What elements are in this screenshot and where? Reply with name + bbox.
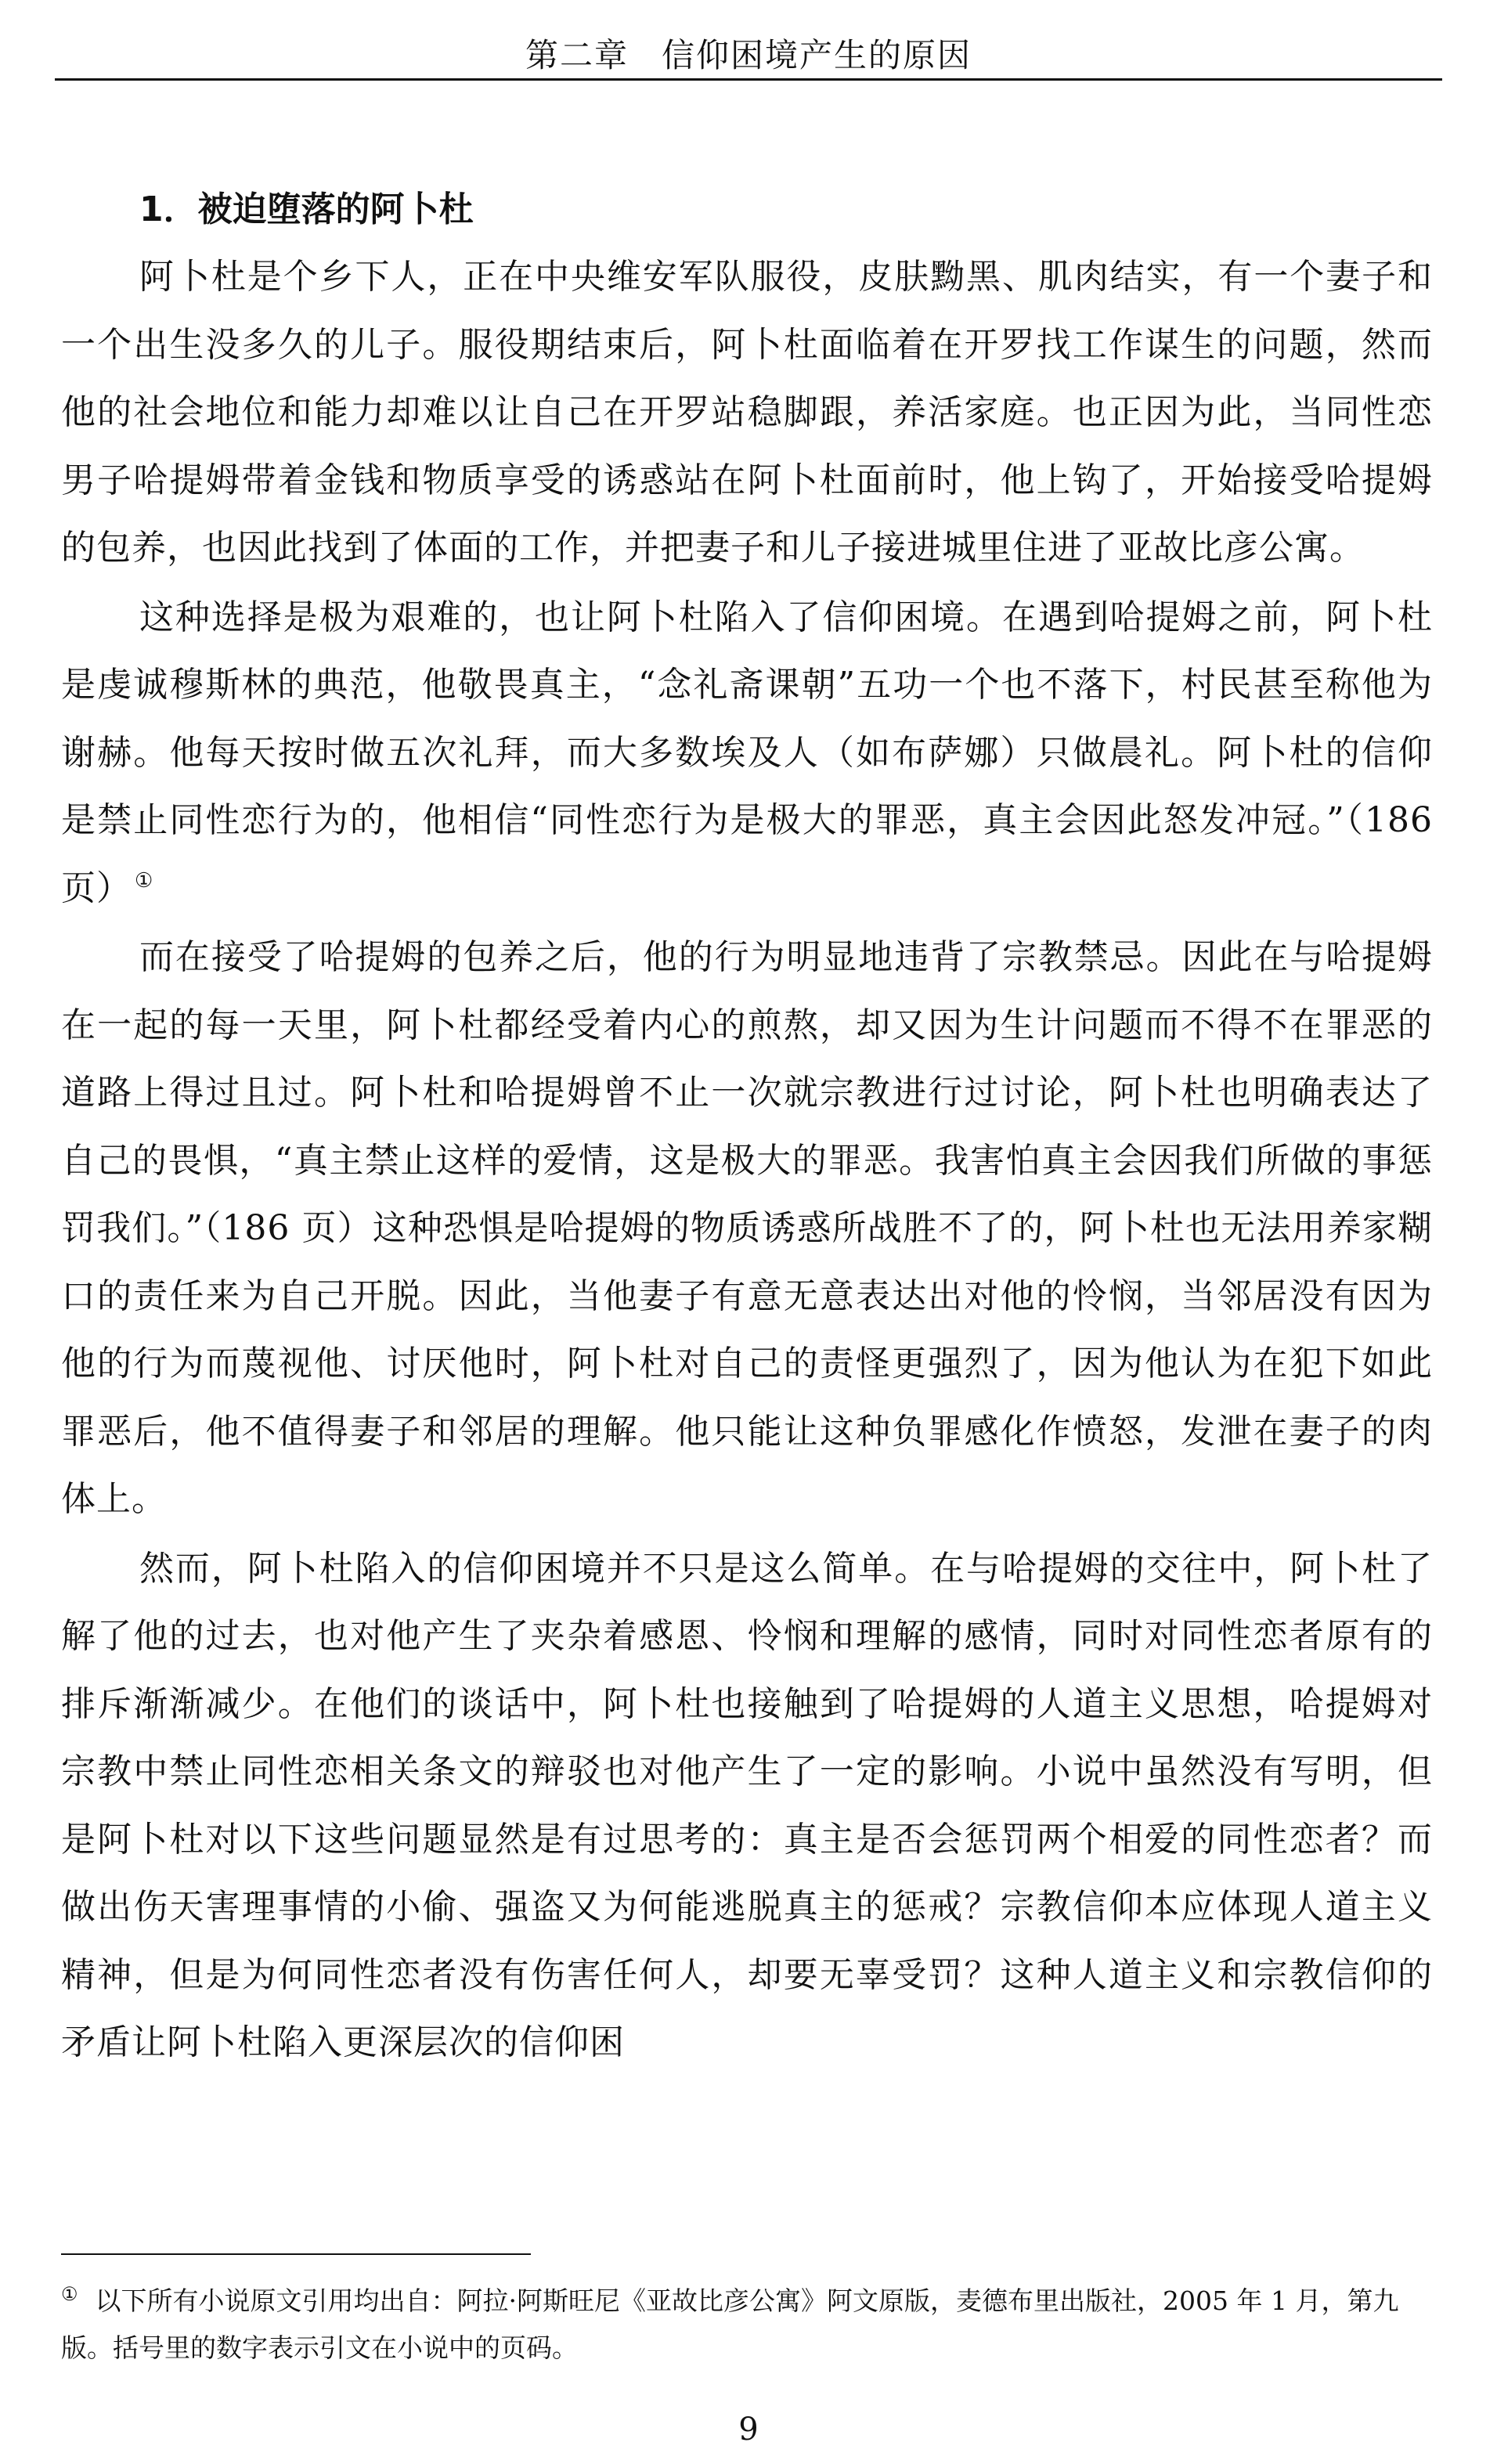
- header-chapter: 第二章: [525, 36, 629, 74]
- section-heading: 1．被迫堕落的阿卜杜: [139, 189, 474, 229]
- paragraph-2-text: 这种选择是极为艰难的，也让阿卜杜陷入了信仰困境。在遇到哈提姆之前，阿卜杜是虔诚穆斯林的典范，他敬畏真主，“念礼斋课朝”五功一个也不落下，村民甚至称他为谢赫。他每天按时做五次礼拜，而大多数埃及人（如布萨娜）只做晨礼。阿卜杜的信仰是禁止同性恋行为的，他相信“同性恋行为是极大的罪恶，真主会因此怒发冲冠。”（186 页）: [61, 597, 1433, 908]
- header-title: 信仰困境产生的原因: [662, 36, 972, 74]
- footnote-text: 以下所有小说原文引用均出自：阿拉·阿斯旺尼《亚故比彦公寓》阿文原版，麦德布里出版社，2005 年 1 月，第九版。括号里的数字表示引文在小说中的页码。: [61, 2285, 1399, 2363]
- footnote-mark: ①: [61, 2283, 78, 2305]
- paragraph-1: 阿卜杜是个乡下人，正在中央维安军队服役，皮肤黝黑、肌肉结实，有一个妻子和一个出生没多久的儿子。服役期结束后，阿卜杜面临着在开罗找工作谋生的问题，然而他的社会地位和能力却难以让自己在开罗站稳脚跟，养活家庭。也正因为此，当同性恋男子哈提姆带着金钱和物质享受的诱惑站在阿卜杜面前时，他上钩了，开始接受哈提姆的包养，也因此找到了体面的工作，并把妻子和儿子接进城里住进了亚故比彦公寓。: [61, 257, 1433, 568]
- footnote-reference[interactable]: ①: [135, 868, 154, 893]
- main-content: [61, 176, 1433, 2077]
- header-rule: [55, 78, 1442, 81]
- paragraph-4: 然而，阿卜杜陷入的信仰困境并不只是这么简单。在与哈提姆的交往中，阿卜杜了解了他的过去，也对他产生了夹杂着感恩、怜悯和理解的感情，同时对同性恋者原有的排斥渐渐减少。在他们的谈话中，阿卜杜也接触到了哈提姆的人道主义思想，哈提姆对宗教中禁止同性恋相关条文的辩驳也对他产生了一定的影响。小说中虽然没有写明，但是阿卜杜对以下这些问题显然是有过思考的：真主是否会惩罚两个相爱的同性恋者？而做出伤天害理事情的小偷、强盗又为何能逃脱真主的惩戒？宗教信仰本应体现人道主义精神，但是为何同性恋者没有伤害任何人，却要无辜受罚？这种人道主义和宗教信仰的矛盾让阿卜杜陷入更深层次的信仰困: [61, 1548, 1433, 2062]
- paragraph-3: 而在接受了哈提姆的包养之后，他的行为明显地违背了宗教禁忌。因此在与哈提姆在一起的每一天里，阿卜杜都经受着内心的煎熬，却又因为生计问题而不得不在罪恶的道路上得过且过。阿卜杜和哈提姆曾不止一次就宗教进行过讨论，阿卜杜也明确表达了自己的畏惧，“真主禁止这样的爱情，这是极大的罪恶。我害怕真主会因我们所做的事惩罚我们。”（186 页）这种恐惧是哈提姆的物质诱惑所战胜不了的，阿卜杜也无法用养家糊口的责任来为自己开脱。因此，当他妻子有意无意表达出对他的怜悯，当邻居没有因为他的行为而蔑视他、讨厌他时，阿卜杜对自己的责怪更强烈了，因为他认为在犯下如此罪恶后，他不值得妻子和邻居的理解。他只能让这种负罪感化作愤怒，发泄在妻子的肉体上。: [61, 937, 1433, 1519]
- footnote: [61, 2271, 1433, 2372]
- paragraph-2: [61, 584, 1433, 923]
- running-header: [55, 30, 1442, 77]
- page-number: 9: [738, 2412, 759, 2448]
- footnote-rule: [61, 2253, 531, 2255]
